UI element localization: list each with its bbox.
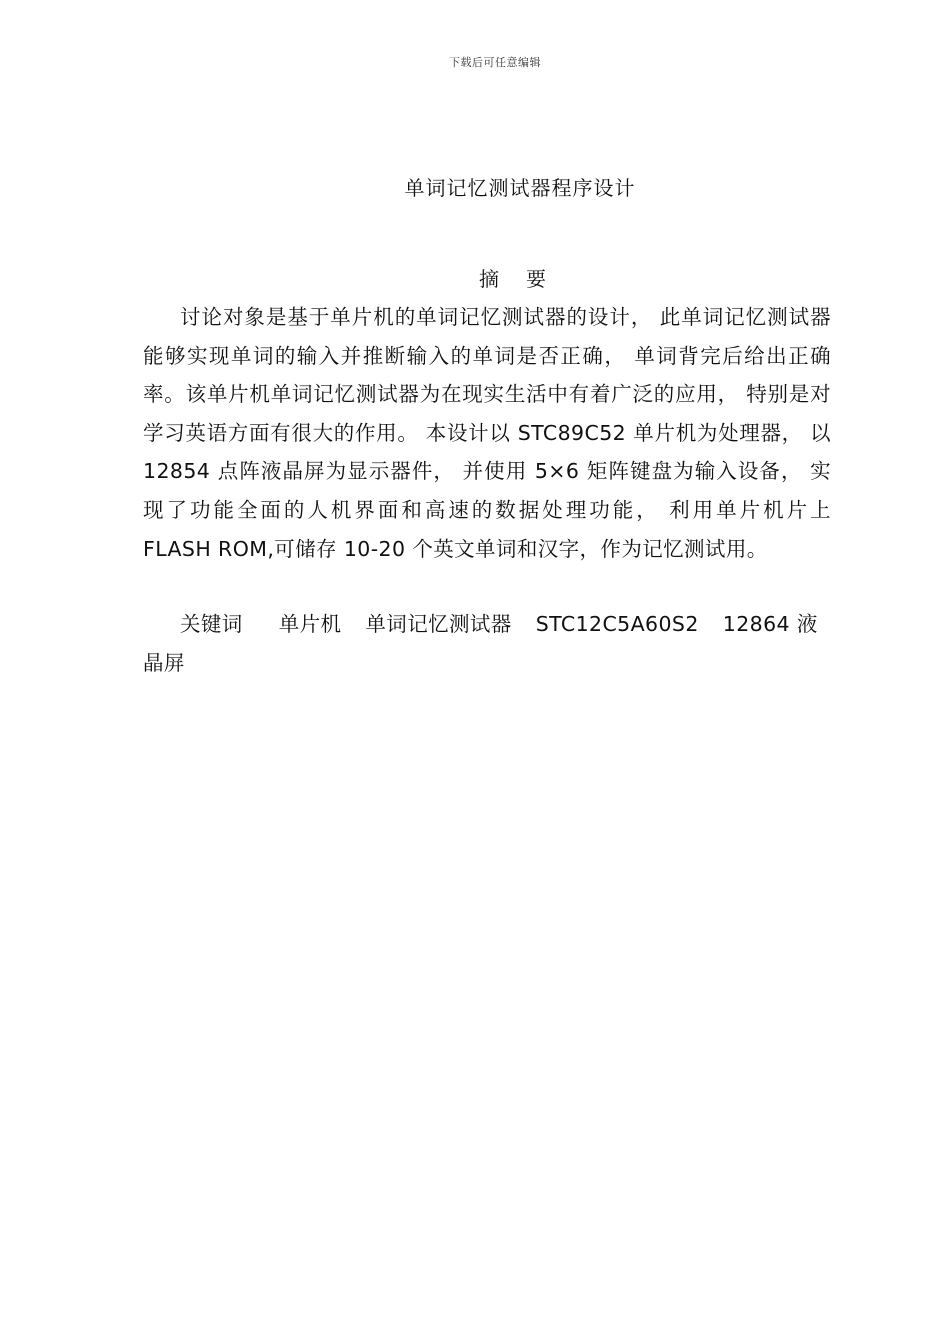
header-note: 下载后可任意编辑: [449, 56, 541, 69]
abstract-heading-char-2: 要: [526, 267, 547, 291]
keywords-label: 关键词: [180, 612, 243, 636]
keyword-item: 单片机: [278, 612, 342, 636]
document-title: 单词记忆测试器程序设计: [404, 176, 636, 200]
keyword-item: 12864 液晶屏: [143, 612, 818, 675]
abstract-heading-char-1: 摘: [479, 267, 500, 291]
abstract-body: 讨论对象是基于单片机的单词记忆测试器的设计， 此单词记忆测试器能够实现单词的输入并推断输入的单词是否正确， 单词背完后给出正确率。该单片机单词记忆测试器为在现实生活中有着广泛的应用， 特别是对学习英语方面有很大的作用。 本设计以 STC89C52 单片机为处理器， 以 12854 点阵液晶屏为显示器件， 并使用 5×6 矩阵键盘为输入设备， 实现了功能全面的人机界面和高速的数据处理功能， 利用单片机片上 FLASH ROM,可储存 10-20 个英文单词和汉字，作为记忆测试用。: [143, 305, 831, 561]
keyword-item: 单词记忆测试器: [365, 612, 512, 636]
keywords-line: [143, 605, 831, 682]
keyword-item: STC12C5A60S2: [535, 612, 699, 636]
abstract-heading: [0, 263, 950, 292]
